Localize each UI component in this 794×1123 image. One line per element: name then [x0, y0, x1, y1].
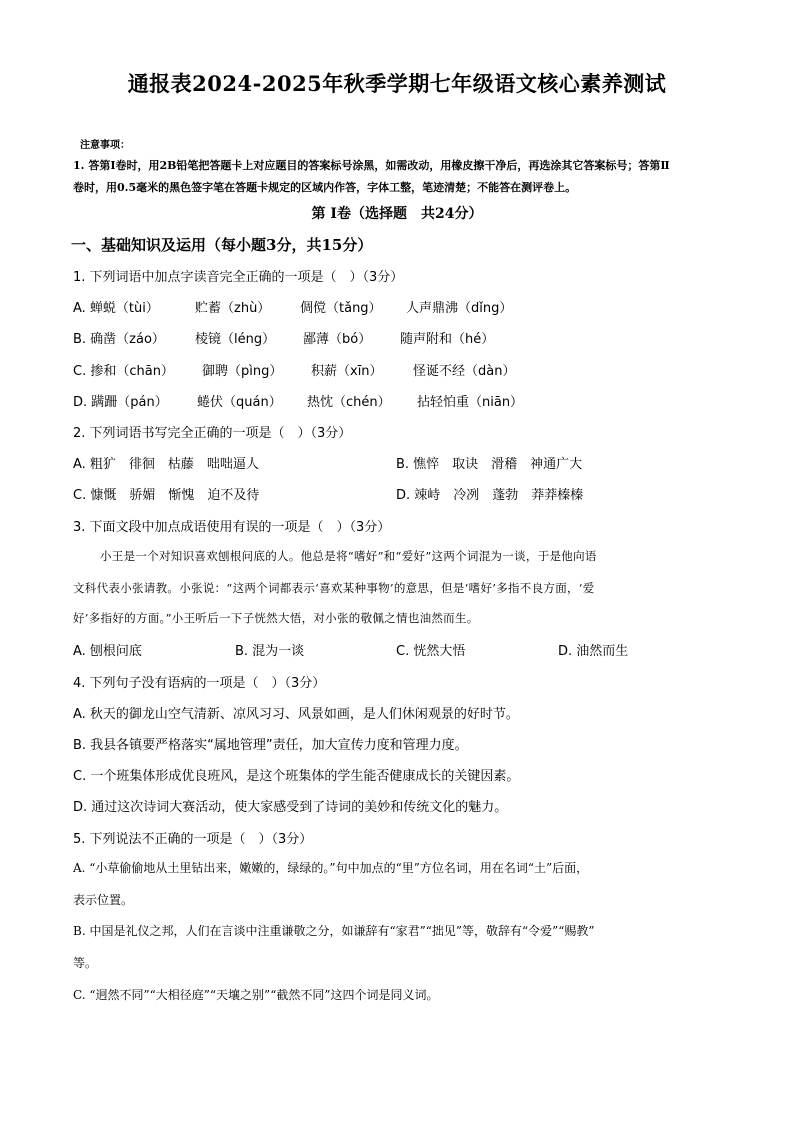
q1-a-4: 人声鼎沸（dǐng） — [406, 301, 513, 316]
q1-b-1: B. 确凿（záo） — [73, 332, 165, 347]
q1-c-2: 御聘（pìng） — [202, 364, 283, 379]
q3-passage-line-1: 小王是一个对知识喜欢刨根问底的人。他总是将“嗜好”和“爱好”这两个词混为一谈，于是他向语 — [100, 549, 597, 563]
section-title: 一、基础知识及运用（每小题3分，共15分） — [71, 236, 373, 254]
q3-option-c: C. 恍然大悟 — [396, 644, 466, 659]
q5-stem: 5. 下列说法不正确的一项是（ ）（3分） — [73, 832, 313, 847]
notice-line-1: 1. 答第Ⅰ卷时，用2B铅笔把答题卡上对应题目的答案标号涂黑，如需改动，用橡皮擦干净后，再选涂其它答案标号；答第Ⅱ — [73, 159, 670, 172]
notice-heading: 注意事项： — [80, 140, 130, 151]
q1-stem: 1. 下列词语中加点字读音完全正确的一项是（ ）（3分） — [73, 270, 404, 285]
q1-c-4: 怪诞不经（dàn） — [413, 364, 516, 379]
q1-d-1: D. 蹒跚（pán） — [73, 395, 168, 410]
q4-stem: 4. 下列句子没有语病的一项是（ ）（3分） — [73, 676, 326, 691]
q1-a-2: 贮蓄（zhù） — [195, 301, 271, 316]
q2-stem: 2. 下列词语书写完全正确的一项是（ ）（3分） — [73, 426, 352, 441]
q4-option-b: B. 我县各镇要严格落实“属地管理”责任，加大宣传力度和管理力度。 — [73, 738, 468, 753]
q3-passage-line-2: 文科代表小张请教。小张说：“这两个词都表示‘喜欢某种事物’的意思，但是‘嗜好’多指不良方面，‘爱 — [73, 581, 595, 595]
q4-option-a: A. 秋天的御龙山空气清新、凉风习习、风景如画，是人们休闲观景的好时节。 — [73, 707, 519, 722]
q1-a-1: A. 蝉蜕（tùi） — [73, 301, 159, 316]
q3-passage-line-3: 好’多指好的方面。”小王听后一下子恍然大悟，对小张的敬佩之情也油然而生。 — [73, 611, 479, 625]
q2-option-c: C. 慷慨 骄媚 惭愧 迫不及待 — [73, 488, 260, 503]
q1-d-3: 热忱（chén） — [307, 395, 391, 410]
page-title: 通报表2024-2025年秋季学期七年级语文核心素养测试 — [127, 71, 667, 96]
q4-option-d: D. 通过这次诗词大赛活动，使大家感受到了诗词的美妙和传统文化的魅力。 — [73, 800, 508, 815]
q1-c-1: C. 掺和（chān） — [73, 364, 174, 379]
q2-option-a: A. 粗犷 徘徊 枯藤 咄咄逼人 — [73, 457, 259, 472]
q1-d-4: 拈轻怕重（niān） — [417, 395, 524, 410]
q5-option-c-line-1: C. “迥然不同”“大相径庭”“天壤之别”“截然不同”这四个词是同义词。 — [73, 988, 439, 1002]
q1-b-4: 随声附和（hé） — [400, 332, 495, 347]
q3-option-b: B. 混为一谈 — [235, 644, 305, 659]
q1-c-3: 积薪（xīn） — [311, 364, 383, 379]
q5-option-b-line-1: B. 中国是礼仪之邦，人们在言谈中注重谦敬之分，如谦辞有“家君”“拙见”等，敬辞有“令爱”“赐教” — [73, 924, 595, 938]
q3-option-d: D. 油然而生 — [558, 644, 629, 659]
q2-option-d: D. 竦峙 冷冽 蓬勃 莽莽榛榛 — [396, 488, 584, 503]
q2-option-b: B. 憔悴 取诀 滑稽 神通广大 — [396, 457, 583, 472]
volume-title: 第 Ⅰ卷（选择题 共24分） — [311, 206, 483, 222]
q5-option-a-line-2: 表示位置。 — [73, 893, 134, 907]
q4-option-c: C. 一个班集体形成优良班风，是这个班集体的学生能否健康成长的关键因素。 — [73, 769, 520, 784]
q5-option-a-line-1: A. “小草偷偷地从土里钻出来，嫩嫩的，绿绿的。”句中加点的“里”方位名词，用在名词“土”后面， — [73, 861, 589, 875]
q5-option-b-line-2: 等。 — [73, 956, 98, 970]
q3-stem: 3. 下面文段中加点成语使用有误的一项是（ ）（3分） — [73, 520, 391, 535]
q3-option-a: A. 刨根问底 — [73, 644, 142, 659]
q1-a-3: 倜傥（tǎng） — [300, 301, 382, 316]
q1-b-2: 棱镜（léng） — [195, 332, 276, 347]
q1-b-3: 鄙薄（bó） — [303, 332, 372, 347]
q1-d-2: 蜷伏（quán） — [197, 395, 282, 410]
notice-line-2: 卷时，用0.5毫米的黑色签字笔在答题卡规定的区域内作答，字体工整，笔迹清楚；不能答在测评卷上。 — [73, 181, 577, 194]
